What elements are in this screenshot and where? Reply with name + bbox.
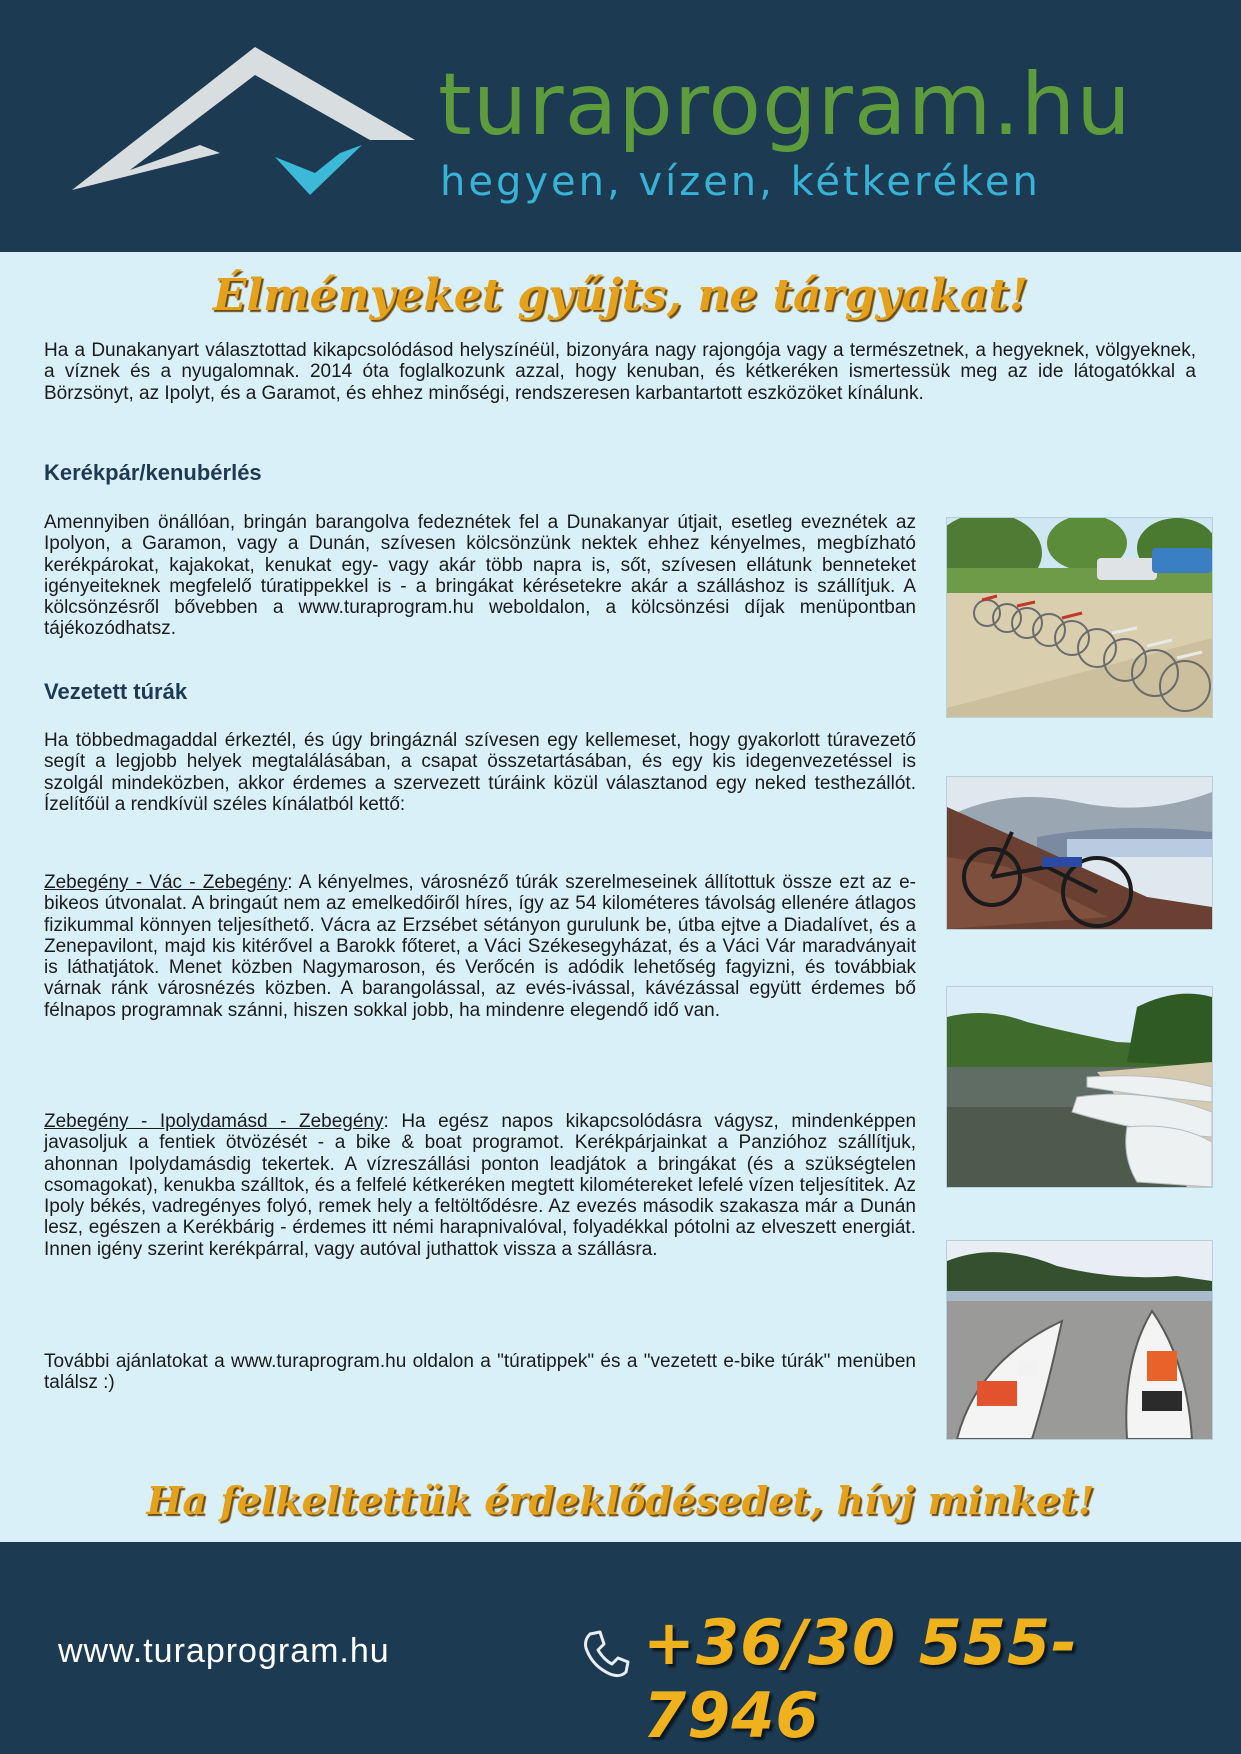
phone-icon (580, 1628, 632, 1680)
more-offers-paragraph: További ajánlatokat a www.turaprogram.hu oldalon a "túratippek" és a "vezetett e-bike túrák" menüben találsz :) (44, 1351, 916, 1394)
tour1-title: Zebegény - Vác - Zebegény (44, 872, 288, 893)
tour2-paragraph (44, 1111, 916, 1260)
canoes-river-photo (946, 986, 1213, 1188)
intro-paragraph: Ha a Dunakanyart választottad kikapcsolódásod helyszínéül, bizonyára nagy rajongója vagy a természetnek, a hegyeknek, völgyeknek, a víznek és a nyugalomnak. 2014 óta foglalkozunk azzal, hogy kenuban, és kétkeréken ismertessük meg az ide látogatókkal a Börzsönyt, az Ipolyt, és a Garamot, és ehhez minőségi, rendszeresen karbantartott eszközöket kínálunk. (44, 340, 1196, 404)
footer-website-link[interactable]: www.turaprogram.hu (58, 1632, 390, 1670)
brand-name: turaprogram.hu (438, 55, 1132, 155)
rental-paragraph: Amennyiben önállóan, bringán barangolva fedeznétek fel a Dunakanyar útjait, esetleg eveznétek az Ipolyon, a Garamon, vagy a Dunán, szívesen kölcsönzünk nektek ehhez kényelmes, megbízható kerékpárokat, kajakokat, kenukat egy- vagy akár több napra is, sőt, szívesen ellátunk benneteket igényeiteknek megfelelő túratippekkel is - a bringákat kérésetekre akár a szálláshoz is szállítjuk. A kölcsönzésről bővebben a www.turaprogram.hu weboldalon, a kölcsönzési díjak menüpontban tájékozódhatsz. (44, 512, 916, 640)
mountain-wave-logo (70, 45, 420, 205)
guided-paragraph: Ha többedmagaddal érkeztél, és úgy bringáznál szívesen egy kellemeset, hogy gyakorlott túravezető segít a legjobb helyek megtalálásában, a csapat összetartásában, és egy kis idegenvezetéssel is szolgál mindeközben, akkor érdemes a szervezett túráink közül választanod egy neked testhezállót. Ízelítőül a rendkívül széles kínálatból kettő: (44, 730, 916, 815)
phone-number[interactable]: +36/30 555-7946 (643, 1606, 1078, 1752)
tour1-paragraph (44, 872, 916, 1021)
tour2-title: Zebegény - Ipolydamásd - Zebegény (44, 1111, 384, 1132)
section-title-guided: Vezetett túrák (44, 679, 188, 704)
call-to-action: Ha felkeltettük érdeklődésedet, hívj minket! (146, 1478, 1095, 1523)
main-headline: Élményeket gyűjts, ne tárgyakat! (212, 270, 1029, 321)
brand-tagline: hegyen, vízen, kétkeréken (440, 159, 1041, 205)
tour1-text: : A kényelmes, városnéző túrák szerelmeseinek állítottuk össze ezt az e-bikeos útvonalat. A bringaút nem az emelkedőiről híres, így az 54 kilométeres távolság ellenére átlagos fizikummal könnyen teljesíthető. Vácra az Erzsébet sétányon gurulunk be, útba ejtve a Diadalívet, és a Zenepavilont, majd kis kitérővel a Barokk főteret, a Váci Székesegyházat, és a Váci Vár maradványait is láthatjátok. Menet közben Nagymaroson, és Verőcén is adódik lehetőség fagyizni, és továbbiak várnak ránk városnézés közben. A barangolással, az evés-ivással, kávézással együtt érdemes bő félnapos programnak szánni, hiszen sokkal jobb, ha mindenre elegendő idő van. (44, 872, 916, 1021)
mountain-bike-photo (946, 776, 1213, 930)
section-title-rental: Kerékpár/kenubérlés (44, 460, 262, 485)
bikes-photo (946, 517, 1213, 718)
canoes-beach-photo (946, 1240, 1213, 1440)
tour2-text: : Ha egész napos kikapcsolódásra vágysz, mindenképpen javasoljuk a fentiek ötvözését - a bike & boat programot. Kerékpárjainkat a Panzióhoz szállítjuk, ahonnan Ipolydamásdig tekertek. A vízreszállási ponton leadjátok a bringákat (és a szükségtelen csomagokat), kenukba szálltok, és a felfelé kétkeréken megtett kilométereket lefelé vízen teljesítitek. Az Ipoly békés, vadregényes folyó, remek hely a feltöltődésre. Az evezés második szakasza már a Dunán lesz, egészen a Kerékbárig - érdemes itt némi harapnivalóval, folyadékkal pótolni az elveszett energiát. Innen igény szerint kerékpárral, vagy autóval juthattok vissza a szállásra. (44, 1111, 917, 1260)
